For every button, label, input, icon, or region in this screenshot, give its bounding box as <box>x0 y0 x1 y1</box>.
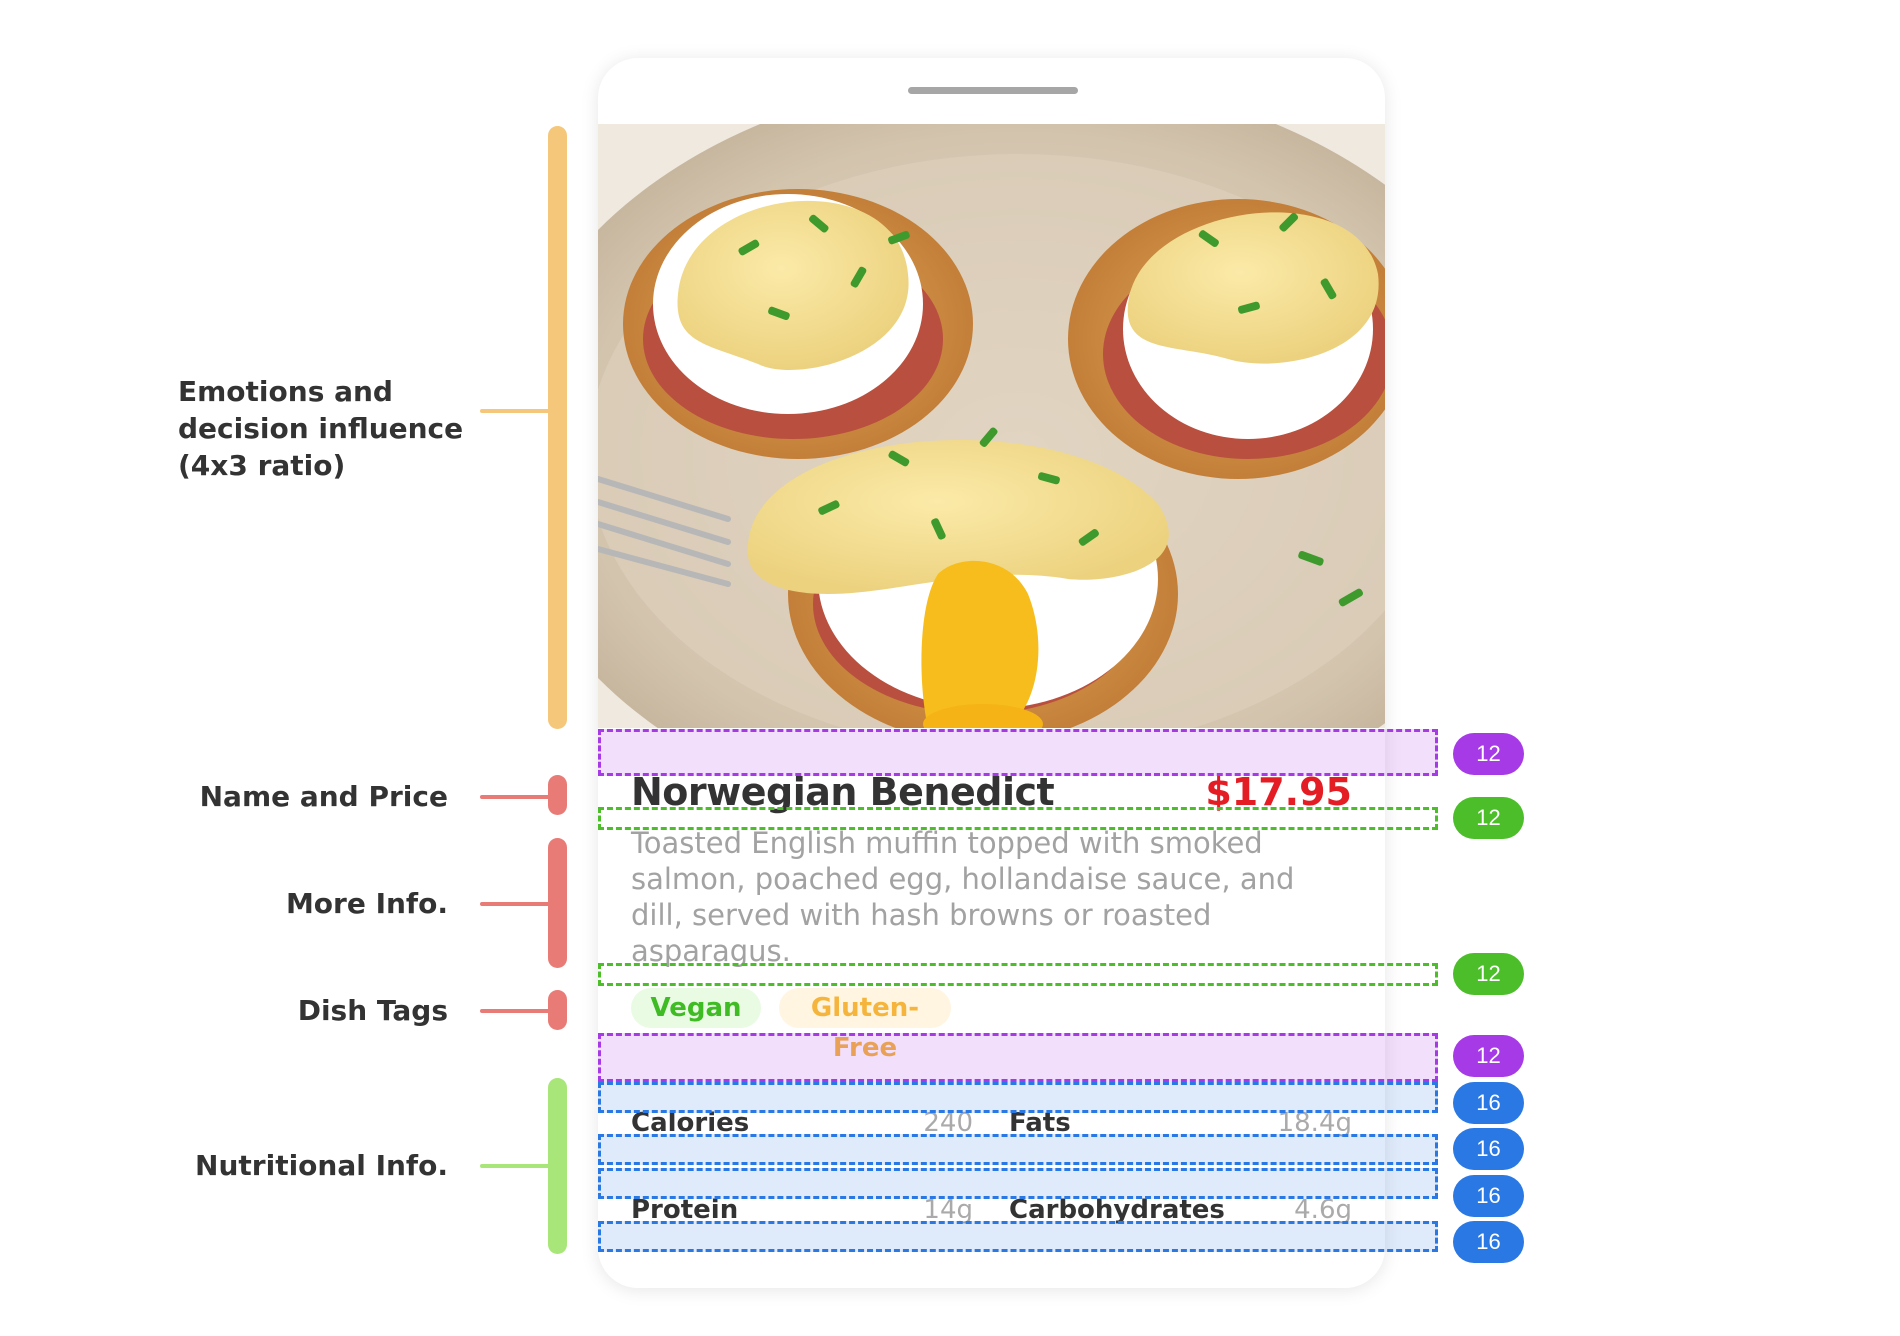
nutrition-label-calories: Calories <box>631 1108 750 1138</box>
spacing-badge: 16 <box>1453 1128 1524 1170</box>
nutrition-value-fats: 18.4g <box>1277 1108 1352 1138</box>
nutrition-label-protein: Protein <box>631 1195 739 1225</box>
annotation-emotions-line1: Emotions and <box>178 375 393 408</box>
spacing-badge: 12 <box>1453 797 1524 839</box>
dish-price: $17.95 <box>1205 770 1352 814</box>
dish-name: Norwegian Benedict <box>631 770 1055 814</box>
annotation-name-price: Name and Price <box>199 780 448 813</box>
spacing-badge: 16 <box>1453 1175 1524 1217</box>
dish-photo <box>598 124 1385 728</box>
spacing-badge: 16 <box>1453 1082 1524 1124</box>
spacing-guide-name-bottom <box>598 807 1438 830</box>
spacing-badge: 12 <box>1453 733 1524 775</box>
nutrition-value-carbohydrates: 4.6g <box>1294 1195 1352 1225</box>
spacing-guide-nutrition-2 <box>598 1134 1438 1165</box>
spacing-guide-nutrition-1 <box>598 1082 1438 1113</box>
tag-gluten-free[interactable]: Gluten-Free <box>779 988 951 1028</box>
nutrition-label-carbohydrates: Carbohydrates <box>1009 1195 1225 1225</box>
annotation-emotions-bracket <box>548 126 567 729</box>
spacing-badge: 12 <box>1453 1035 1524 1077</box>
spacing-guide-desc-bottom <box>598 963 1438 986</box>
annotation-dish-tags-connector <box>480 1009 550 1013</box>
annotation-emotions-line2: decision influence <box>178 412 464 445</box>
spacing-guide-nutrition-3 <box>598 1168 1438 1199</box>
annotation-nutritional: Nutritional Info. <box>195 1149 448 1182</box>
spacing-guide-tags-bottom <box>598 1033 1438 1082</box>
spacing-guide-nutrition-4 <box>598 1221 1438 1252</box>
nutrition-label-fats: Fats <box>1009 1108 1071 1138</box>
drag-handle[interactable] <box>908 87 1078 94</box>
annotation-emotions-connector <box>480 409 550 413</box>
nutrition-value-protein: 14g <box>923 1195 973 1225</box>
spacing-guide-image-bottom <box>598 729 1438 776</box>
annotation-name-price-bracket <box>548 775 567 815</box>
annotation-more-info-connector <box>480 902 550 906</box>
annotation-nutritional-bracket <box>548 1078 567 1254</box>
annotation-dish-tags-bracket <box>548 990 567 1030</box>
dish-description: Toasted English muffin topped with smoked salmon, poached egg, hollandaise sauce, and dill, served with hash browns or roasted asparagus. <box>631 826 1295 968</box>
tag-vegan[interactable]: Vegan <box>631 988 761 1028</box>
annotation-name-price-connector <box>480 795 550 799</box>
annotation-more-info: More Info. <box>285 887 448 920</box>
annotation-more-info-bracket <box>548 838 567 968</box>
annotation-emotions-line3: (4x3 ratio) <box>178 449 346 482</box>
spacing-badge: 16 <box>1453 1221 1524 1263</box>
nutrition-value-calories: 240 <box>923 1108 973 1138</box>
annotation-emotions <box>178 373 463 484</box>
annotation-dish-tags: Dish Tags <box>297 994 448 1027</box>
spacing-badge: 12 <box>1453 953 1524 995</box>
annotation-nutritional-connector <box>480 1164 550 1168</box>
